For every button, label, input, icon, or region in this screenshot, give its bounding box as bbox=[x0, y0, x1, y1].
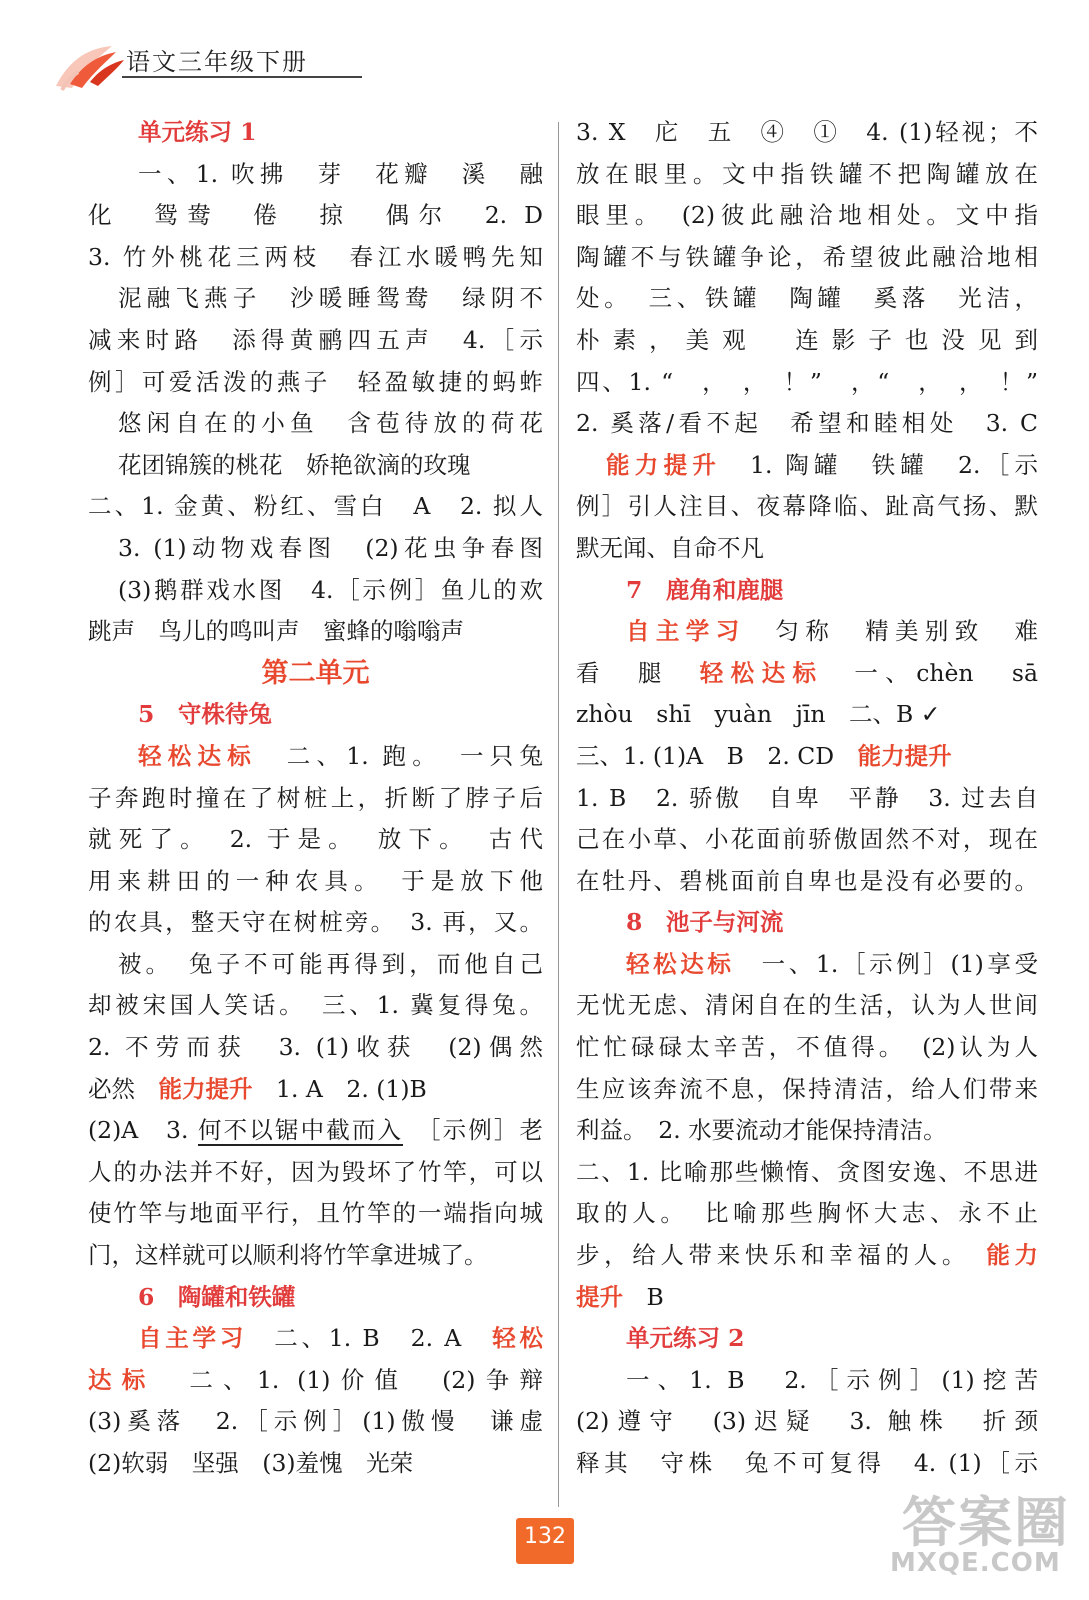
answer-line: 眼里。 (2)彼此融洽地相处。文中指 bbox=[576, 201, 1038, 230]
answer-line: 二、1. 比喻那些懒惰、贪图安逸、不思进 bbox=[576, 1157, 1038, 1186]
answer-line: 必然 能力提升 1. A 2. (1)B bbox=[88, 1074, 427, 1103]
answer-line: 达标 二、1. (1)价值 (2)争辩 bbox=[88, 1365, 543, 1394]
answer-line: 一、1. B 2.［示例］(1)挖苦 bbox=[626, 1365, 1038, 1394]
answer-line: (2)A 3. 何不以锯中截而入 ［示例］老 bbox=[88, 1116, 543, 1145]
answer-line: 看 腿 轻松达标 一、chèn sā bbox=[576, 658, 1038, 687]
watermark-logo bbox=[880, 1480, 1070, 1590]
answer-line: 释其 守株 兔不可复得 4. (1)［示 bbox=[576, 1449, 1038, 1477]
answer-line: 1. B 2. 骄傲 自卑 平静 3. 过去自 bbox=[576, 783, 1038, 812]
answer-line: (2)遵守 (3)迟疑 3. 触株 折颈 bbox=[576, 1407, 1038, 1436]
answer-line: 陶罐不与铁罐争论，希望彼此融洽地相 bbox=[576, 242, 1038, 271]
answer-line: 四、1. “ ， ， ！” ，“ ， ， ！” bbox=[576, 367, 1038, 396]
answer-line: 忙忙碌碌太辛苦，不值得。 (2)认为人 bbox=[576, 1033, 1038, 1062]
answer-line: (2)软弱 坚强 (3)羞愧 光荣 bbox=[88, 1449, 414, 1477]
answer-line: 就死了。 2. 于是。 放下。 古代 bbox=[88, 825, 543, 854]
page-header bbox=[40, 30, 440, 100]
answer-line: 一、1. 吹拂 芽 花瓣 溪 融 bbox=[138, 159, 543, 188]
answer-line: 取的人。 比喻那些胸怀大志、永不止 bbox=[576, 1199, 1038, 1228]
answer-line: 放在眼里。文中指铁罐不把陶罐放在 bbox=[576, 159, 1038, 188]
answer-line: 轻松达标 二、1. 跑。 一只兔 bbox=[138, 741, 543, 770]
answer-line: 生应该奔流不息，保持清洁，给人们带来 bbox=[576, 1074, 1038, 1103]
right-column bbox=[576, 112, 1038, 1502]
answer-line: 3. X 庀 五 ④ ① 4. (1)轻视；不 bbox=[576, 118, 1038, 146]
answer-line: 跳声 鸟儿的鸣叫声 蜜蜂的嗡嗡声 bbox=[88, 617, 464, 646]
answer-line: 却被宋国人笑话。 三、1. 冀复得兔。 bbox=[88, 991, 543, 1020]
header-underline bbox=[122, 76, 362, 78]
answer-line: 在牡丹、碧桃面前自卑也是没有必要的。 bbox=[576, 866, 1038, 895]
answer-line: 己在小草、小花面前骄傲固然不对，现在 bbox=[576, 825, 1038, 854]
answer-line: 单元练习 2 bbox=[626, 1324, 745, 1353]
answer-line: 使竹竿与地面平行，且竹竿的一端指向城 bbox=[88, 1199, 543, 1228]
left-column bbox=[88, 112, 543, 1502]
answer-line: 3. 竹外桃花三两枝 春江水暖鸭先知 bbox=[88, 242, 543, 271]
answer-line: 8 池子与河流 bbox=[626, 908, 784, 937]
answer-line: 人的办法并不好，因为毁坏了竹竿，可以 bbox=[88, 1157, 543, 1186]
page-number: 132 bbox=[524, 1524, 566, 1549]
answer-line: 花团锦簇的桃花 娇艳欲滴的玫瑰 bbox=[118, 450, 471, 479]
answer-line: 6 陶罐和铁罐 bbox=[138, 1282, 296, 1311]
answer-line: (3)奚落 2.［示例］(1)傲慢 谦虚 bbox=[88, 1407, 543, 1436]
answer-line: 二、1. 金黄、粉红、雪白 A 2. 拟人 bbox=[88, 492, 543, 521]
answer-line: 减来时路 添得黄鹂四五声 4.［示 bbox=[88, 325, 543, 354]
answer-line: 自主学习 匀称 精美别致 难 bbox=[626, 617, 1038, 646]
answer-line: 例］可爱活泼的燕子 轻盈敏捷的蚂蚱 bbox=[88, 367, 543, 396]
brush-stroke-icon bbox=[50, 38, 130, 98]
answer-line: 门，这样就可以顺利将竹竿拿进城了。 bbox=[88, 1241, 488, 1270]
watermark-url: MXQE.COM bbox=[890, 1548, 1061, 1578]
answer-line: 轻松达标 一、1.［示例］(1)享受 bbox=[626, 949, 1038, 978]
answer-line: 用来耕田的一种农具。 于是放下他 bbox=[88, 866, 543, 895]
answer-line: 默无闻、自命不凡 bbox=[576, 533, 764, 562]
answer-line: 提升 B bbox=[576, 1282, 664, 1311]
answer-line: 利益。 2. 水要流动才能保持清洁。 bbox=[576, 1116, 947, 1145]
answer-line: 处。 三、铁罐 陶罐 奚落 光洁， bbox=[576, 284, 1038, 313]
answer-line: zhòu shī yuàn jīn 二、B ✓ bbox=[576, 700, 941, 729]
answer-line: 能力提升 1. 陶罐 铁罐 2.［示 bbox=[606, 450, 1038, 479]
answer-line: 例］引人注目、夜幕降临、趾高气扬、默 bbox=[576, 492, 1038, 521]
answer-line: 自主学习 二、1. B 2. A 轻松 bbox=[138, 1324, 543, 1353]
answer-line: (3)鹅群戏水图 4.［示例］鱼儿的欢 bbox=[118, 575, 543, 604]
answer-line: 2. 不劳而获 3. (1)收获 (2)偶然 bbox=[88, 1033, 543, 1062]
watermark-text: 答案圈 bbox=[902, 1491, 1070, 1554]
answer-line: 子奔跑时撞在了树桩上，折断了脖子后 bbox=[88, 783, 543, 812]
book-title: 语文三年级下册 bbox=[126, 48, 308, 76]
answer-line: 步，给人带来快乐和幸福的人。 能力 bbox=[576, 1241, 1038, 1270]
answer-line: 化 鸳鸯 倦 掠 偶尔 2. D bbox=[88, 201, 543, 230]
answer-line: 3. (1)动物戏春图 (2)花虫争春图 bbox=[118, 533, 543, 562]
answer-line: 第二单元 bbox=[261, 657, 370, 689]
answer-line: 悠闲自在的小鱼 含苞待放的荷花 bbox=[118, 409, 543, 438]
answer-line: 单元练习 1 bbox=[138, 118, 257, 146]
answer-line: 无忧无虑、清闲自在的生活，认为人世间 bbox=[576, 991, 1038, 1020]
answer-line: 被。 兔子不可能再得到，而他自己 bbox=[118, 949, 543, 978]
answer-line: 三、1. (1)A B 2. CD 能力提升 bbox=[576, 741, 952, 770]
answer-line: 7 鹿角和鹿腿 bbox=[626, 575, 784, 604]
answer-line: 朴素，美观 连影子也没见到 bbox=[576, 325, 1038, 354]
column-divider bbox=[558, 122, 559, 1507]
answer-line: 泥融飞燕子 沙暖睡鸳鸯 绿阴不 bbox=[118, 284, 543, 313]
answer-line: 的农具，整天守在树桩旁。 3. 再，又。 bbox=[88, 908, 543, 937]
answer-line: 5 守株待兔 bbox=[138, 700, 272, 729]
answer-line: 2. 奚落/看不起 希望和睦相处 3. C bbox=[576, 409, 1038, 438]
